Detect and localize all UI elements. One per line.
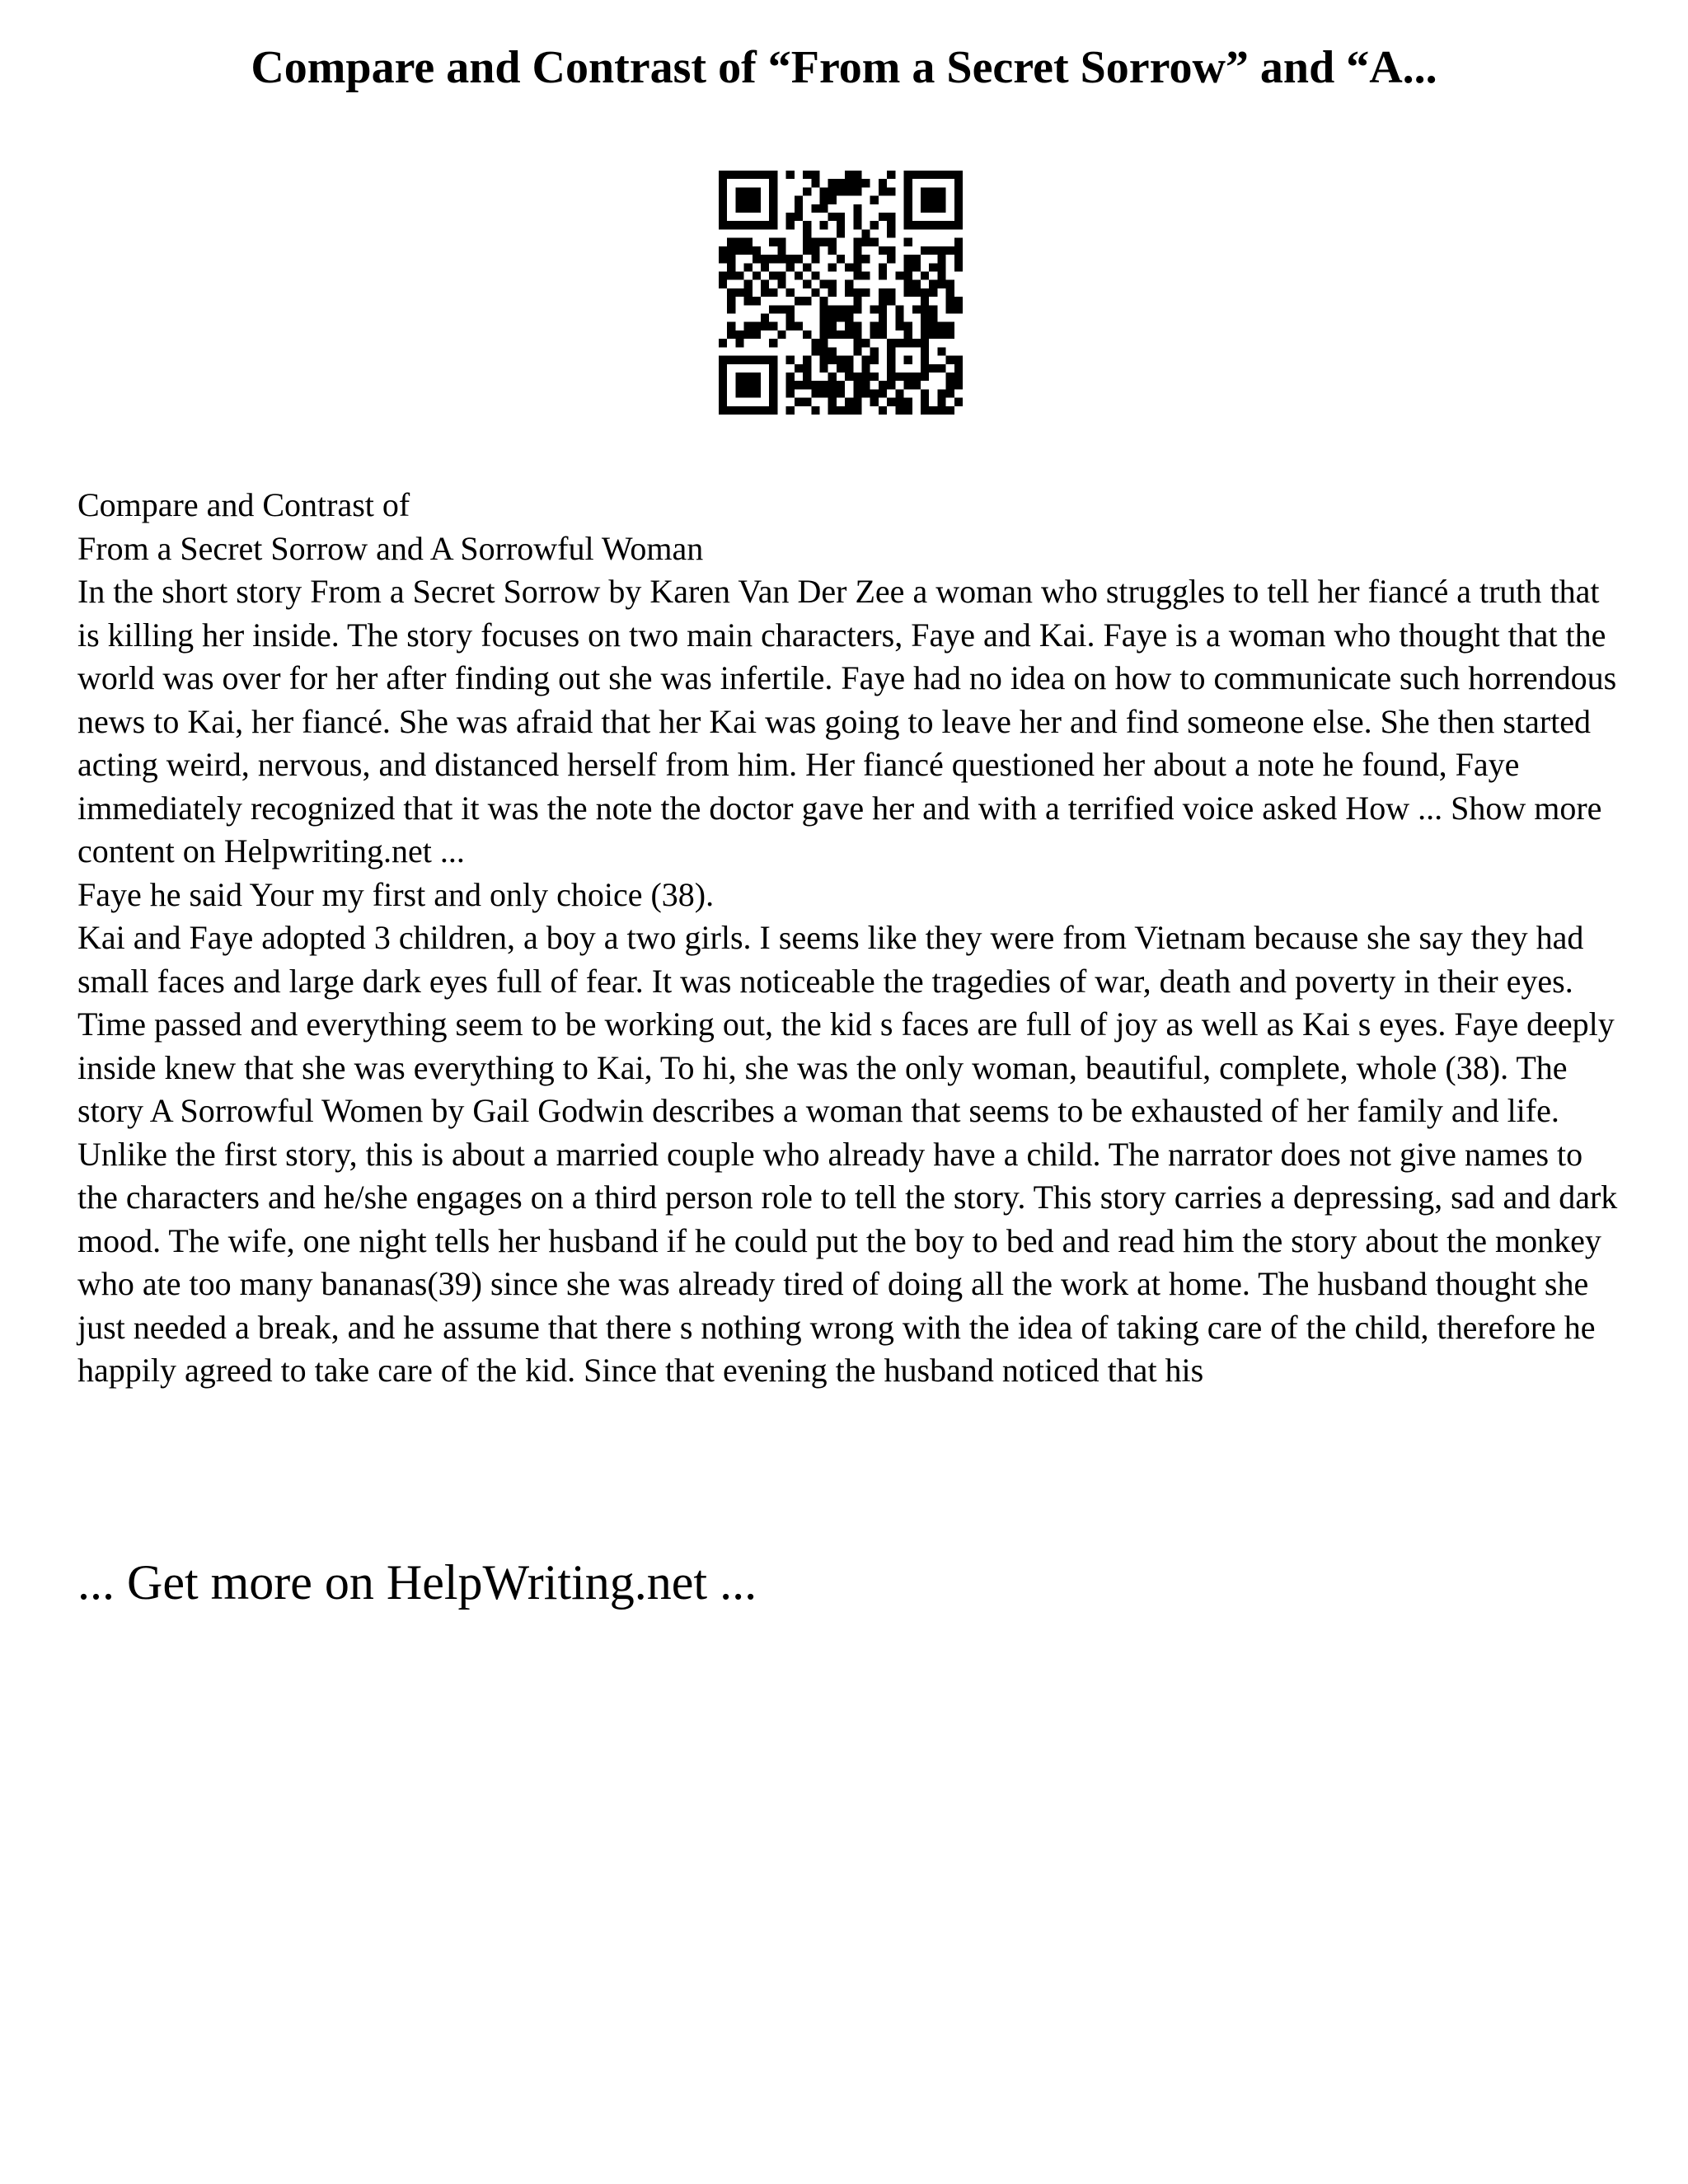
body-paragraph-1: In the short story From a Secret Sorrow by Karen Van Der Zee a woman who struggles to tell her fiancé a truth that is killing her inside. The story focuses on two main characters, Faye and Kai. Faye is a woman who thought that the world was over for her after finding out she was infertile. Faye had no idea on how to communicate such horrendous news to Kai, her fiancé. She was afraid that her Kai was going to leave her and find someone else. She then started acting weird, nervous, and distanced herself from him. Her fiancé questioned her about a note he found, Faye immediately recognized that it was the note the doctor gave her and with a terrified voice asked How ... Show more content on Helpwriting.net ... (77, 573, 1617, 869)
body-paragraph-3: Kai and Faye adopted 3 children, a boy a two girls. I seems like they were from Vietnam because she say they had small faces and large dark eyes full of fear. It was noticeable the tragedies of war, death and poverty in their eyes. Time passed and everything seem to be working out, the kid s faces are full of joy as well as Kai s eyes. Faye deeply inside knew that she was everything to Kai, To hi, she was the only woman, beautiful, complete, whole (38). The story A Sorrowful Women by Gail Godwin describes a woman that seems to be exhausted of her family and life. Unlike the first story, this is about a married couple who already have a child. The narrator does not give names to the characters and he/she engages on a third person role to tell the story. This story carries a depressing, sad and dark mood. The wife, one night tells her husband if he could put the boy to bed and read him the story about the monkey who ate too many bananas(39) since she was already tired of doing all the work at home. The husband thought she just needed a break, and he assume that there s nothing wrong with the idea of taking care of the child, therefore he happily agreed to take care of the kid. Since that evening the husband noticed that his (77, 919, 1618, 1389)
page-title: Compare and Contrast of “From a Secret Sorrow” and “A... (251, 42, 1437, 93)
get-more-link[interactable]: ... Get more on HelpWriting.net ... (77, 1555, 757, 1610)
body-heading-line-1: Compare and Contrast of (77, 486, 410, 523)
qr-code-icon (719, 171, 963, 415)
article-body (77, 484, 1627, 1393)
body-heading-line-2: From a Secret Sorrow and A Sorrowful Woman (77, 529, 704, 567)
body-paragraph-2: Faye he said Your my first and only choice (38). (77, 875, 715, 913)
qr-code-graphic (719, 171, 963, 415)
